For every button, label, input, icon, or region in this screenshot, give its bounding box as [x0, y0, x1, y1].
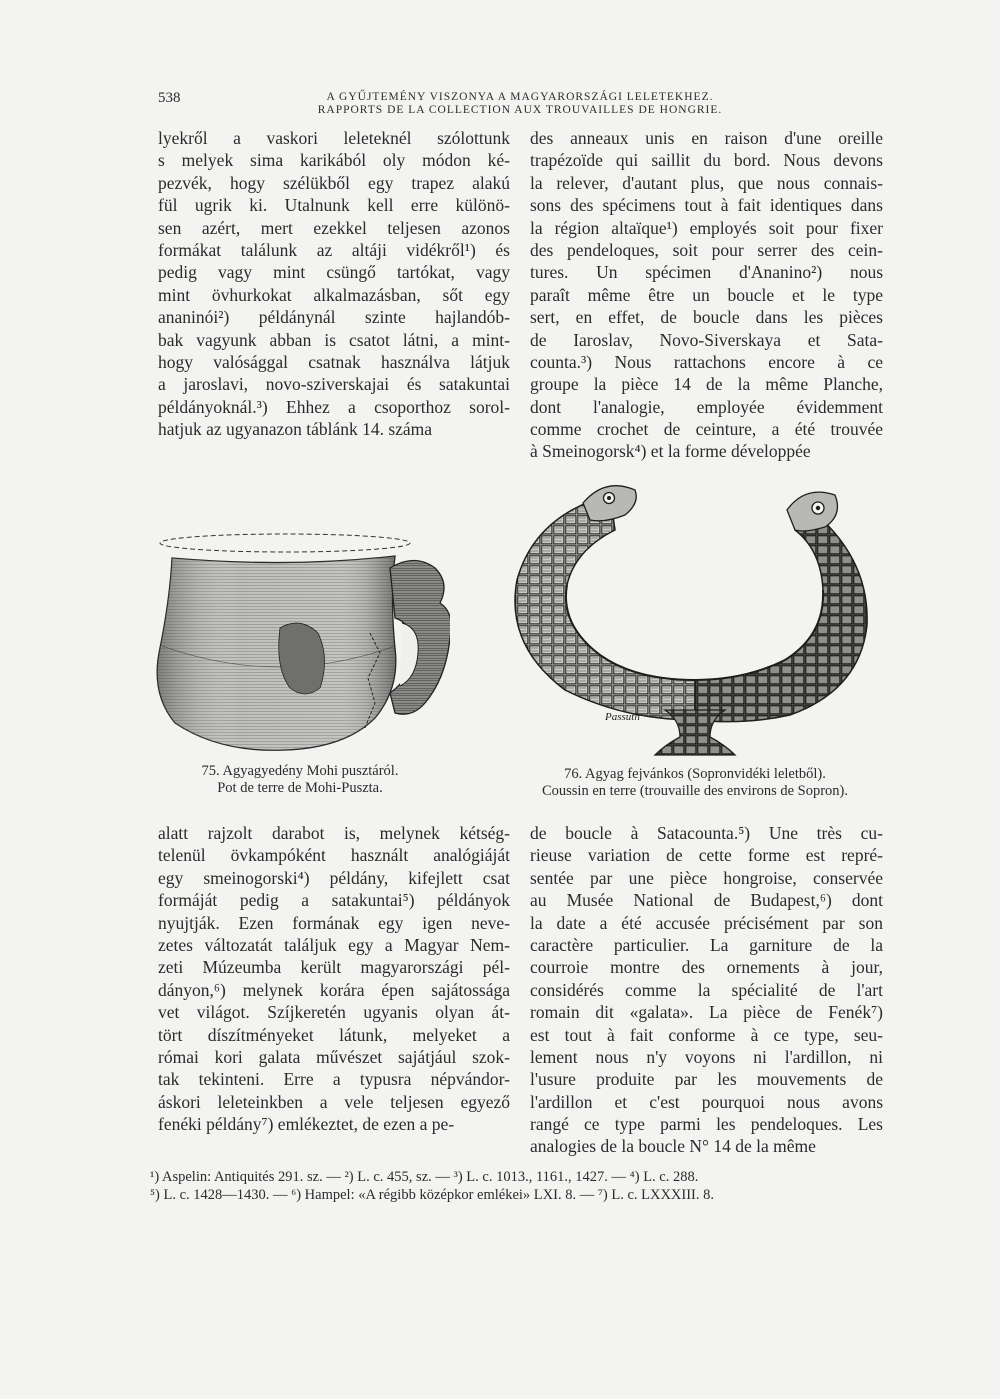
text-line: des pendeloques, soit pour serrer des cein-: [530, 239, 883, 260]
text-line: alatt rajzolt darabot is, melynek kétség-: [158, 823, 510, 843]
text-line: formáját pedig a satakuntai⁵) példányok: [158, 890, 510, 911]
hungarian-text-top: [158, 127, 510, 440]
caption-french: Coussin en terre (trouvaille des environs de Sopron).: [541, 783, 849, 799]
text-line: fenéki példány⁷) emlékeztet, de ezen a pe-: [158, 1114, 455, 1135]
text-line: példányoknál.³) Ehhez a csoporthoz sorol-: [158, 396, 510, 417]
text-line: a jaroslavi, novo-sziverskajai és satakuntai: [158, 374, 510, 395]
text-line: la relever, d'autant plus, que nous connais-: [530, 172, 883, 193]
text-line: sons des spécimens tout à fait identiques dans: [530, 195, 883, 216]
hungarian-text-bottom: [158, 822, 510, 1135]
text-line: zetes változatát találjuk egy a Magyar Nem-: [158, 934, 510, 955]
caption-hungarian: 75. Agyagyedény Mohi pusztáról.: [201, 763, 399, 779]
text-line: des anneaux unis en raison d'une oreille: [530, 128, 883, 148]
text-line: est tout à fait conforme à ce type, seu-: [530, 1024, 883, 1045]
text-line: zeti Múzeumba került magyarországi pél-: [158, 957, 510, 978]
text-line: sentée par une pièce hongroise, conservée: [530, 867, 883, 888]
text-line: lyekről a vaskori leleteknél szólottunk: [158, 128, 510, 148]
french-text-top: [530, 127, 883, 463]
text-line: dányon,⁶) melynek korára épen sajátossága: [158, 979, 510, 1000]
text-line: rieuse variation de cette forme est repré-: [530, 845, 883, 866]
text-line: pezvék, hogy szélükből egy trapez alakú: [158, 172, 510, 193]
text-line: de boucle à Satacounta.⁵) Une très cu-: [530, 823, 883, 843]
text-line: tört díszítményeket látunk, melyeket a: [158, 1024, 510, 1045]
text-line: hogy valósággal csatnak használva látjuk: [158, 351, 510, 372]
text-line: római kori galata művészet sajátjául szok-: [158, 1046, 510, 1067]
clay-headrest-illustration: [505, 475, 885, 760]
text-line: l'ardillon et c'est pourquoi nous avons: [530, 1091, 883, 1112]
text-line: comme crochet de ceinture, a été trouvée: [530, 419, 883, 440]
caption-hungarian: 76. Agyag fejvánkos (Sopronvidéki leletből).: [564, 766, 826, 782]
text-line: tures. Un spécimen d'Ananino²) nous: [530, 262, 883, 283]
text-line: pedig vagy mint csüngő tartókat, vagy: [158, 262, 510, 283]
text-line: nyujtják. Ezen formának egy igen neve-: [158, 912, 510, 933]
french-text-bottom: [530, 822, 883, 1158]
artist-signature: Passuth: [605, 711, 640, 723]
text-line: l'usure produite par les mouvements de: [530, 1069, 883, 1090]
text-line: lement nous n'y voyons ni l'ardillon, ni: [530, 1046, 883, 1067]
text-line: bak vagyunk abban is csatot látni, a mint-: [158, 329, 510, 350]
text-line: telenül övkampóként használt analógiáját: [158, 845, 510, 866]
text-line: counta.³) Nous rattachons encore à ce: [530, 351, 883, 372]
footnote-line: ⁵) L. c. 1428—1430. — ⁶) Hampel: «A régibb középkor emlékei» LXI. 8. — ⁷) L. c. LXXXIII. 8.: [150, 1187, 715, 1203]
text-line: considérés comme la spécialité de l'art: [530, 979, 883, 1000]
caption-french: Pot de terre de Mohi-Puszta.: [217, 780, 383, 796]
text-line: au Musée National de Budapest,⁶) dont: [530, 890, 883, 911]
text-line: ananinói²) példánynál szinte hajlandób-: [158, 307, 510, 328]
text-line: groupe la pièce 14 de la même Planche,: [530, 374, 883, 395]
clay-pot-illustration: [150, 528, 450, 758]
text-line: vet világot. Szíjkeretén ugyanis olyan át-: [158, 1002, 510, 1023]
text-line: sert, en effet, de boucle dans les pièces: [530, 307, 883, 328]
text-line: caractère particulier. La garniture de la: [530, 934, 883, 955]
text-line: romain dit «galata». La pièce de Fenék⁷): [530, 1002, 883, 1023]
figure-clay-pot: [150, 528, 450, 758]
text-line: formákat találunk az altáji vidékről¹) és: [158, 239, 510, 260]
text-line: egy smeinogorski⁴) példány, kifejlett csat: [158, 867, 510, 888]
text-line: rangé ce type parmi les pendeloques. Les: [530, 1114, 883, 1135]
text-line: la région altaïque¹) employés soit pour fixer: [530, 217, 883, 238]
text-line: la date a été accusée précisément par son: [530, 912, 883, 933]
figure-75-caption: [150, 763, 450, 797]
text-line: mint övhurkokat alkalmazásban, sőt egy: [158, 284, 510, 305]
running-head-french: RAPPORTS DE LA COLLECTION AUX TROUVAILLES DE HONGRIE.: [317, 104, 723, 116]
running-head-hungarian: A GYŰJTEMÉNY VISZONYA A MAGYARORSZÁGI LELETEKHEZ.: [326, 91, 714, 103]
text-line: tak tekinteni. Erre a typusra népvándor-: [158, 1069, 510, 1090]
text-line: de Iaroslav, Novo-Siverskaya et Sata-: [530, 329, 883, 350]
figure-clay-headrest: [505, 475, 885, 760]
figure-76-caption: [490, 766, 900, 800]
page-number: 538: [158, 90, 181, 106]
footnotes: [150, 1168, 890, 1204]
text-line: dont l'analogie, employée évidemment: [530, 396, 883, 417]
text-line: áskori leleteinkben a vele teljesen egyező: [158, 1091, 510, 1112]
text-line: fül ugrik ki. Utalnunk kell erre különö-: [158, 195, 510, 216]
footnote-line: ¹) Aspelin: Antiquités 291. sz. — ²) L. c. 455, sz. — ³) L. c. 1013., 1161., 1427. — ⁴) L. c. 288.: [150, 1169, 699, 1185]
text-line: courroie montre des ornements à jour,: [530, 957, 883, 978]
text-line: analogies de la boucle N° 14 de la même: [530, 1136, 816, 1157]
text-line: sen azért, mert ezekkel teljesen azonos: [158, 217, 510, 238]
text-line: hatjuk az ugyanazon táblánk 14. száma: [158, 419, 433, 440]
text-line: paraît même être un boucle et le type: [530, 284, 883, 305]
text-line: à Smeinogorsk⁴) et la forme développée: [530, 441, 811, 462]
text-line: s melyek sima karikából oly módon ké-: [158, 150, 510, 171]
text-line: trapézoïde qui saillit du bord. Nous devons: [530, 150, 883, 171]
